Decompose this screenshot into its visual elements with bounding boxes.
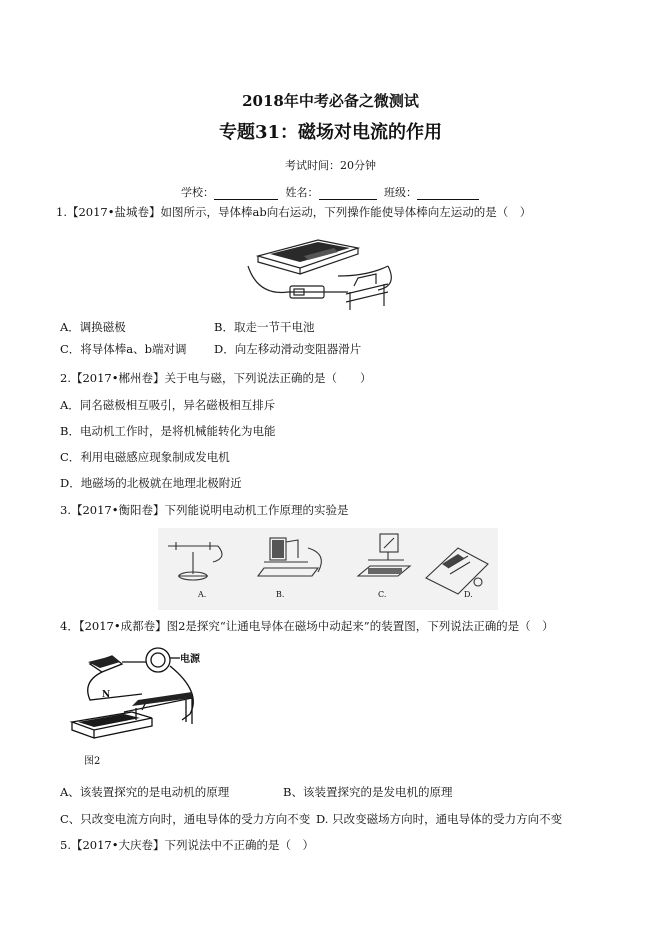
question-4-stem: 4．【2017•成都卷】图2是探究“让通电导体在磁场中动起来”的装置图，下列说法正确的是（ ） — [60, 619, 554, 633]
q2-option-a: A．同名磁极相互吸引，异名磁极相互排斥 — [60, 398, 276, 412]
q4-option-a: A、该装置探究的是电动机的原理 — [60, 785, 230, 799]
q3-label-b: B. — [276, 590, 285, 599]
q3-label-c: C. — [378, 590, 387, 599]
q1-option-a: A．调换磁极 — [60, 320, 126, 334]
q4-label-n: N — [102, 690, 111, 700]
class-blank — [417, 187, 479, 200]
q2-option-d: D．地磁场的北极就在地理北极附近 — [60, 476, 242, 490]
q3-label-a: A. — [198, 590, 207, 599]
name-label: 姓名： — [285, 186, 319, 199]
question-3-stem: 3.【2017•衡阳卷】下列能说明电动机工作原理的实验是 — [60, 503, 349, 517]
q4-option-c: C、只改变电流方向时，通电导体的受力方向不变 — [60, 812, 311, 826]
q4-option-b: B、该装置探究的是发电机的原理 — [283, 785, 453, 799]
name-blank — [319, 187, 377, 200]
student-info-row — [181, 184, 479, 200]
q3-label-d: D. — [464, 590, 473, 599]
school-label: 学校： — [181, 186, 214, 199]
question-4-figure — [62, 642, 222, 768]
page-title: 2018年中考必备之微测试 — [242, 92, 419, 110]
q4-figure-caption: 图2 — [84, 756, 101, 767]
school-blank — [214, 187, 278, 200]
question-5-stem: 5.【2017•大庆卷】下列说法中不正确的是（ ） — [60, 838, 315, 852]
q1-option-d: D．向左移动滑动变阻器滑片 — [214, 342, 362, 356]
q4-label-power: 电源 — [180, 654, 200, 665]
q1-option-c: C．将导体棒a、b端对调 — [60, 342, 187, 356]
question-3-figure — [158, 528, 498, 610]
topic-title: 专题31：磁场对电流的作用 — [218, 122, 443, 143]
q4-option-d: D. 只改变磁场方向时，通电导体的受力方向不变 — [316, 812, 563, 826]
q2-option-b: B．电动机工作时，是将机械能转化为电能 — [60, 424, 276, 438]
question-2-stem: 2.【2017•郴州卷】关于电与磁，下列说法正确的是（ ） — [60, 371, 372, 385]
q2-option-c: C．利用电磁感应现象制成发电机 — [60, 450, 230, 464]
class-label: 班级： — [384, 186, 417, 199]
question-1-figure — [238, 226, 410, 314]
question-1-stem: 1.【2017•盐城卷】如图所示，导体棒ab向右运动，下列操作能使导体棒向左运动的是（ ） — [56, 205, 532, 219]
exam-time: 考试时间：20分钟 — [285, 159, 376, 172]
q1-option-b: B．取走一节干电池 — [214, 320, 315, 334]
